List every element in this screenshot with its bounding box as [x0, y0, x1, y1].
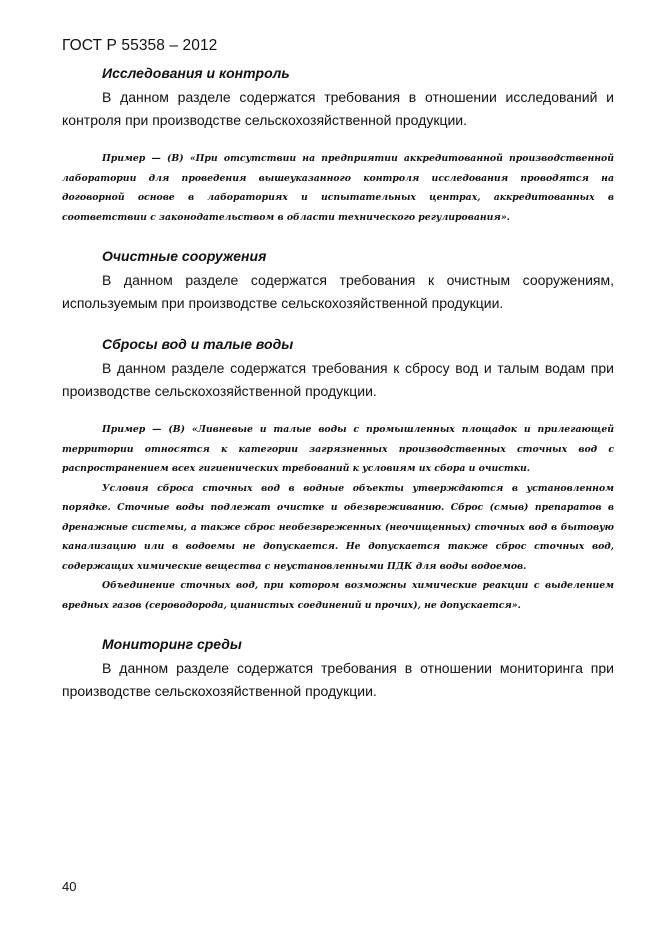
section-paragraph: В данном разделе содержатся требования к сбросу вод и талым водам при производстве сельскохозяйственной продукции.: [62, 360, 614, 399]
section-water-discharge: [62, 335, 614, 615]
page-number: 40: [62, 879, 77, 894]
section-treatment-facilities: [62, 247, 614, 315]
section-paragraph: В данном разделе содержатся требования в отношении исследований и контроля при производстве сельскохозяйственной продукции.: [62, 89, 614, 128]
document-body: [62, 64, 614, 703]
section-research-control: [62, 64, 614, 227]
example-paragraph: Условия сброса сточных вод в водные объекты утверждаются в установленном порядке. Сточные воды подлежат очистке и обезвреживанию. Сброс (смыв) препаратов в дренажные системы, а также сброс необезвреженных (неочищенных) сточных вод в бытовую канализацию или в водоемы не допускается. Не допускается также сброс сточных вод, содержащих химические вещества с неустановленными ПДК для воды водоемов.: [62, 482, 614, 572]
section-heading: Очистные сооружения: [102, 248, 267, 264]
document-header: ГОСТ Р 55358 – 2012: [62, 37, 218, 54]
example-paragraph: Пример — (В) «Ливневые и талые воды с промышленных площадок и прилегающей территории относятся к категории загрязненных производственных сточных вод с распространением всех гигиенических требований к условиям их сбора и очистки.: [62, 424, 614, 474]
section-heading: Мониторинг среды: [102, 636, 242, 652]
section-heading: Сбросы вод и талые воды: [102, 336, 294, 352]
section-paragraph: В данном разделе содержатся требования к очистным сооружениям, используемым при производстве сельскохозяйственной продукции.: [62, 272, 614, 311]
section-heading: Исследования и контроль: [102, 65, 290, 81]
section-paragraph: В данном разделе содержатся требования в отношении мониторинга при производстве сельскохозяйственной продукции.: [62, 660, 614, 699]
example-paragraph: Пример — (В) «При отсутствии на предприятии аккредитованной производственной лаборатории для проведения вышеуказанного контроля исследования проводятся на договорной основе в лабораториях и испытательных центрах, аккредитованных в соответствии с законодательством в области технического регулирования».: [62, 153, 614, 223]
section-environment-monitoring: [62, 635, 614, 703]
example-paragraph: Объединение сточных вод, при котором возможны химические реакции с выделением вредных газов (сероводорода, цианистых соединений и прочих), не допускается».: [62, 580, 614, 611]
